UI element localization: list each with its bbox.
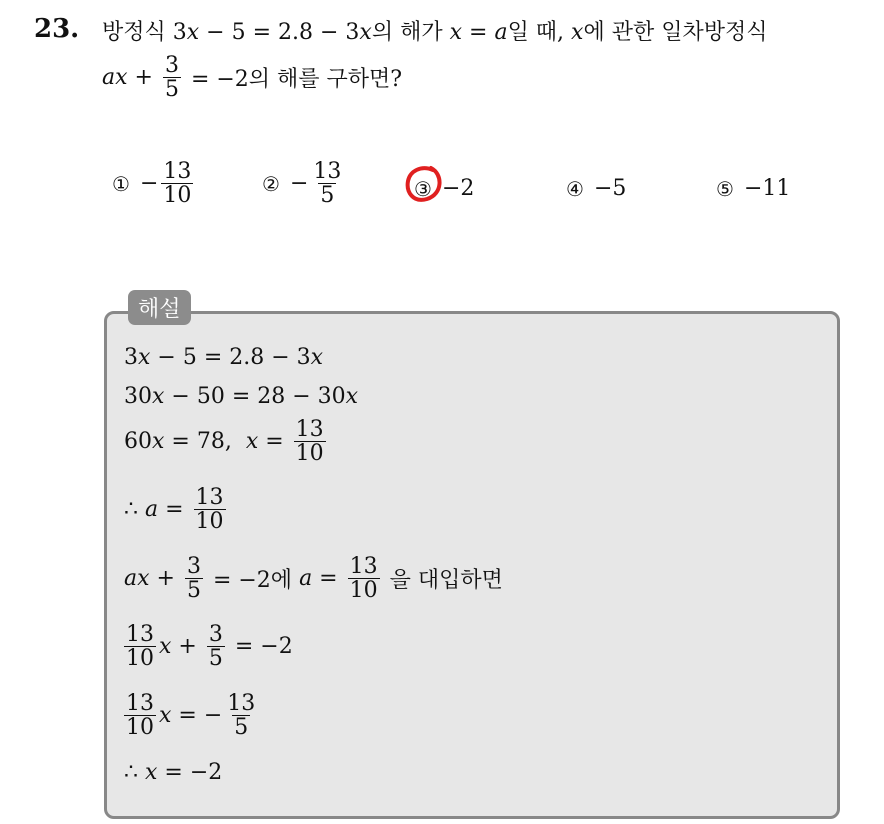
solution-line-4: ∴ a = $\frac{13}{10}$ [124, 485, 224, 535]
question-line-1: 방정식 3x − 5 = 2.8 − 3x의 해가 x = a일 때, x에 관한 일차방정식 [102, 20, 768, 45]
solution-line-6: $\frac{13}{10}$ x + $\frac{3}{5}$ = −2 [126, 622, 293, 672]
solution-label: 해설 [128, 290, 191, 325]
selected-answer-circle-icon [403, 162, 445, 204]
choice-5[interactable]: ⑤ −11 [716, 176, 791, 201]
solution-line-2: 30 x − 50 = 28 − 30 x [124, 384, 359, 409]
choice-2[interactable]: ② − $\frac{13}{5}$ [262, 159, 342, 209]
solution-line-8: ∴ x = −2 [124, 760, 223, 785]
solution-line-1: 3 x − 5 = 2.8 − 3 x [124, 345, 324, 370]
question-line-2: ax + $\frac{3}{5}$ = −2의 해를 구하면? [102, 53, 403, 103]
solution-line-5: ax + $\frac{3}{5}$ = −2에 a = $\frac{13}{10}$ 을 대입하면 [124, 554, 503, 604]
choice-4[interactable]: ④ −5 [566, 176, 627, 201]
question-number: 23. [34, 14, 80, 44]
choice-1[interactable]: ① − $\frac{13}{10}$ [112, 159, 192, 209]
fraction: $\frac{3}{5}$ [164, 53, 179, 103]
solution-line-7: $\frac{13}{10}$ x = − $\frac{13}{5}$ [126, 691, 256, 741]
solution-line-3: 60 x = 78, x = $\frac{13}{10}$ [124, 417, 324, 467]
choice-3[interactable]: ③ −2 [414, 176, 474, 201]
